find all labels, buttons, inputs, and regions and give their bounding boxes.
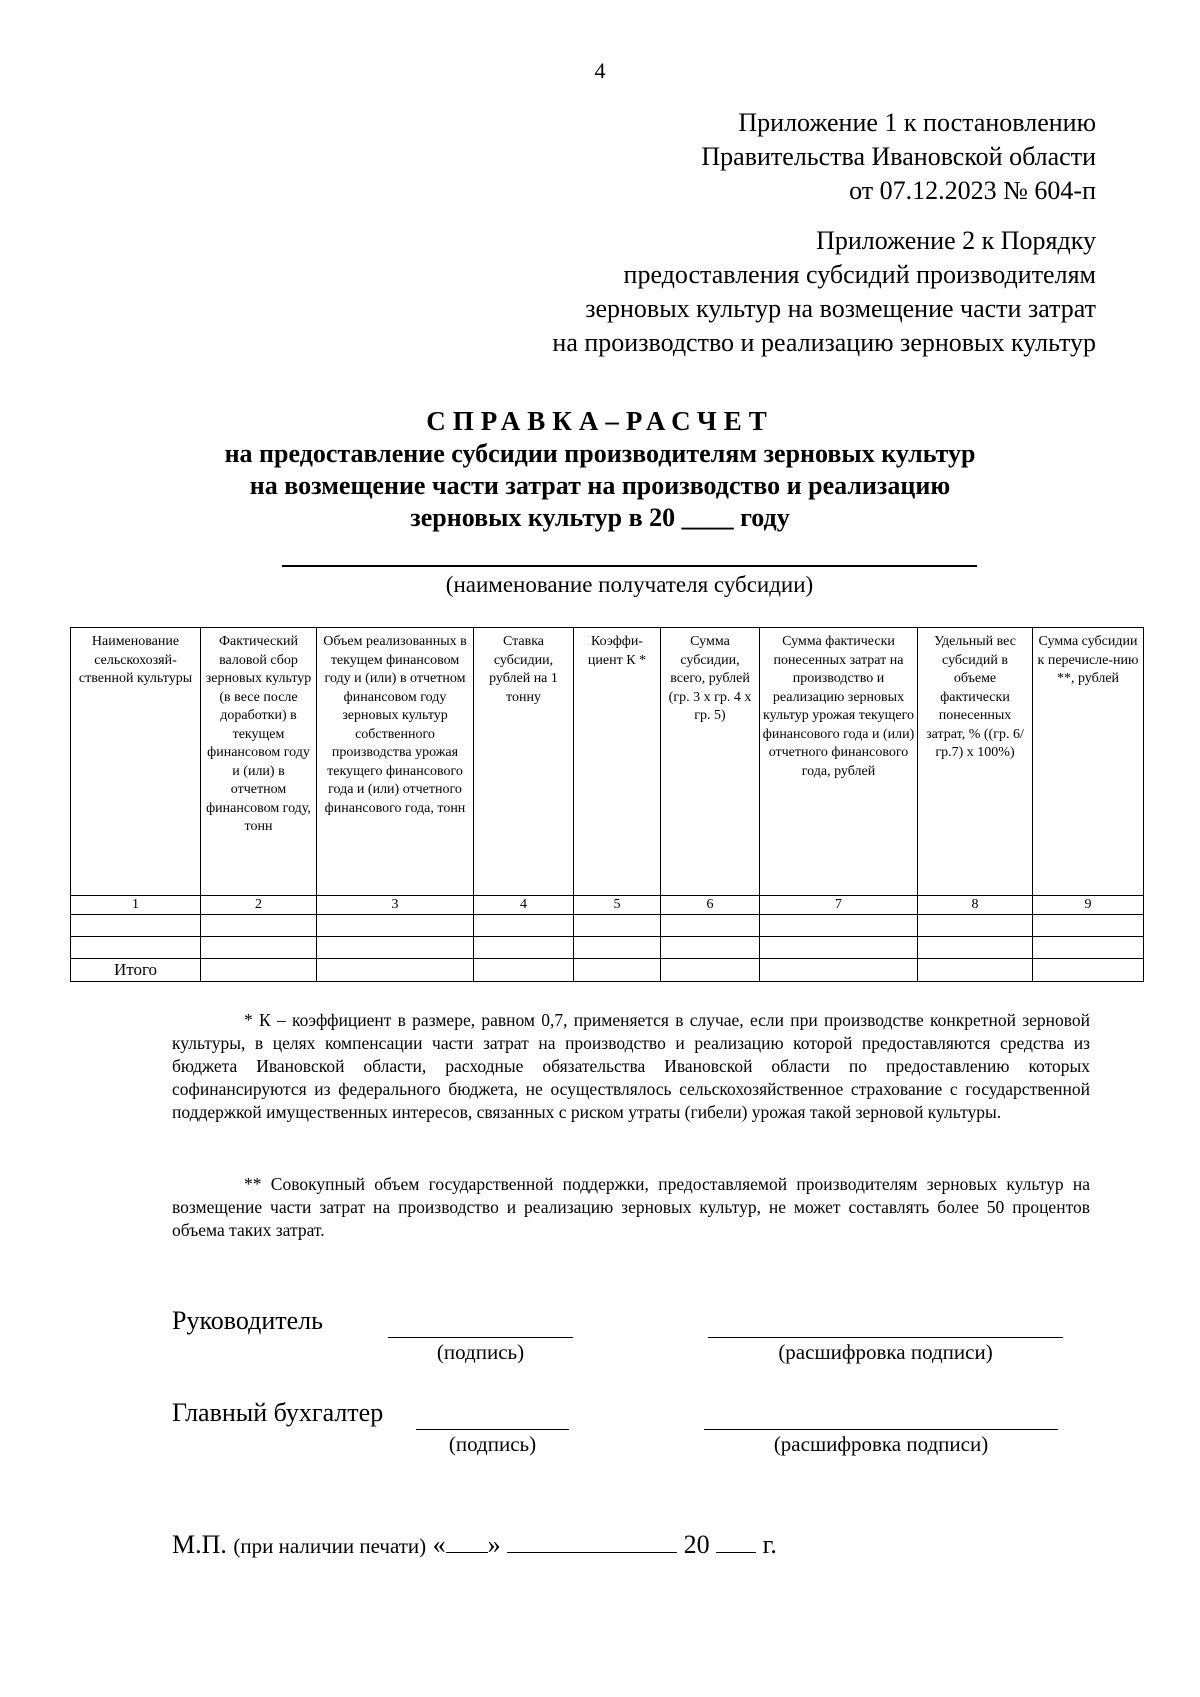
calculation-table	[70, 627, 1144, 982]
column-number: 6	[661, 896, 760, 915]
table-cell[interactable]	[661, 937, 760, 959]
table-cell[interactable]	[1033, 937, 1144, 959]
table-cell[interactable]	[317, 959, 474, 982]
table-cell[interactable]	[474, 937, 574, 959]
table-cell[interactable]	[574, 959, 661, 982]
table-cell[interactable]	[71, 915, 201, 937]
chief-accountant-label: Главный бухгалтер	[172, 1398, 384, 1427]
head-decoding-line[interactable]	[708, 1337, 1063, 1338]
table-cell[interactable]	[201, 959, 317, 982]
column-number: 5	[574, 896, 661, 915]
date-close-quote: »	[487, 1530, 501, 1559]
accountant-decoding-line[interactable]	[704, 1429, 1058, 1430]
date-month-blank[interactable]	[507, 1530, 677, 1553]
column-header: Сумма фактически понесенных затрат на производство и реализацию зерновых культур урожая текущего финансового года и (или) отчетного финансового года, рублей	[760, 628, 918, 896]
accountant-decoding-caption: (расшифровка подписи)	[773, 1432, 989, 1456]
title-main: СПРАВКА–РАСЧЕТ	[426, 406, 774, 436]
column-header: Объем реализованных в текущем финансовом году и (или) в отчетном финансовом году зерновых культур собственного производства урожая текущего финансового года и (или) отчетного финансового года, тонн	[317, 628, 474, 896]
head-signature-line[interactable]	[388, 1337, 573, 1338]
column-header: Сумма субсидии, всего, рублей (гр. 3 х гр. 4 х гр. 5)	[661, 628, 760, 896]
recipient-name-line[interactable]	[282, 565, 977, 567]
table-header-row	[71, 628, 1144, 896]
appendix-2-line: Приложение 2 к Порядку	[816, 226, 1096, 255]
total-row	[71, 959, 1144, 982]
column-header: Сумма субсидии к перечисле-нию **, рублей	[1033, 628, 1144, 896]
date-open-quote: «	[432, 1530, 446, 1559]
title-sub-line: на предоставление субсидии производителям зерновых культур	[224, 439, 976, 468]
table-cell[interactable]	[1033, 915, 1144, 937]
title-sub-line: зерновых культур в 20 ____ году	[410, 503, 790, 532]
accountant-signature-caption: (подпись)	[448, 1432, 537, 1456]
appendix-1-line: от 07.12.2023 № 604-п	[849, 176, 1096, 205]
table-cell[interactable]	[760, 915, 918, 937]
table-cell[interactable]	[760, 959, 918, 982]
column-number: 7	[760, 896, 918, 915]
column-number: 8	[918, 896, 1033, 915]
table-cell[interactable]	[918, 937, 1033, 959]
table-cell[interactable]	[1033, 959, 1144, 982]
head-decoding-caption: (расшифровка подписи)	[778, 1340, 993, 1364]
page-number: 4	[594, 58, 606, 83]
head-signature-caption: (подпись)	[436, 1340, 525, 1364]
footnote-text: ** Совокупный объем государственной поддержки, предоставляемой производителям зерновых культур на возмещение части затрат на производство и реализацию зерновых культур, не может составлять более 50 процентов объема таких затрат.	[172, 1174, 1090, 1240]
appendix-1-line: Правительства Ивановской области	[701, 142, 1096, 171]
document-title	[0, 404, 1200, 534]
table-cell[interactable]	[317, 915, 474, 937]
footnote-coefficient	[172, 1009, 1090, 1124]
appendix-1-reference	[701, 106, 1096, 208]
appendix-2-line: предоставления субсидий производителям	[623, 260, 1096, 289]
column-number: 4	[474, 896, 574, 915]
table-cell[interactable]	[760, 937, 918, 959]
table-cell[interactable]	[71, 937, 201, 959]
title-sub-line: на возмещение части затрат на производство и реализацию	[249, 471, 951, 500]
stamp-mp: М.П.	[172, 1530, 227, 1559]
appendix-2-reference	[552, 224, 1096, 360]
column-header: Фактический валовой сбор зерновых культур (в весе после доработки) в текущем финансовом году и (или) в отчетном финансовом году, тонн	[201, 628, 317, 896]
table-cell[interactable]	[474, 959, 574, 982]
column-number: 1	[71, 896, 201, 915]
stamp-note: (при наличии печати)	[233, 1534, 427, 1558]
table-cell[interactable]	[201, 915, 317, 937]
head-label: Руководитель	[172, 1306, 323, 1335]
column-number: 3	[317, 896, 474, 915]
table-cell[interactable]	[918, 959, 1033, 982]
appendix-1-line: Приложение 1 к постановлению	[738, 108, 1096, 137]
footnote-text: * К – коэффициент в размере, равном 0,7, применяется в случае, если при производстве конкретной зерновой культуры, в целях компенсации части затрат на производство и реализацию которой предоставляются средства из бюджета Ивановской области, расходные обязательства Ивановской области по предоставлению которых софинансируются из федерального бюджета, не осуществлялось сельскохозяйственное страхование с государственной поддержкой имущественных интересов, связанных с риском утраты (гибели) урожая такой зерновой культуры.	[172, 1010, 1090, 1122]
column-number: 9	[1033, 896, 1144, 915]
date-year-suffix: г.	[762, 1530, 777, 1559]
table-cell[interactable]	[918, 915, 1033, 937]
table-cell[interactable]	[661, 915, 760, 937]
table-cell[interactable]	[574, 937, 661, 959]
date-day-blank[interactable]	[446, 1530, 488, 1553]
table-cell[interactable]	[474, 915, 574, 937]
appendix-2-line: зерновых культур на возмещение части затрат	[585, 294, 1096, 323]
column-number-row	[71, 896, 1144, 915]
table-row	[71, 937, 1144, 959]
total-label: Итого	[71, 959, 201, 982]
column-header: Наименование сельскохозяй-ственной культуры	[71, 628, 201, 896]
date-year-prefix: 20	[683, 1530, 710, 1559]
table-cell[interactable]	[661, 959, 760, 982]
table-row	[71, 915, 1144, 937]
footnote-support-limit	[172, 1173, 1090, 1242]
date-year-blank[interactable]	[716, 1530, 756, 1553]
stamp-date-row	[172, 1530, 777, 1560]
recipient-caption: (наименование получателя субсидии)	[445, 572, 814, 597]
table-cell[interactable]	[574, 915, 661, 937]
table-cell[interactable]	[201, 937, 317, 959]
column-header: Удельный вес субсидий в объеме фактически понесенных затрат, % ((гр. 6/ гр.7) х 100%)	[918, 628, 1033, 896]
appendix-2-line: на производство и реализацию зерновых культур	[552, 328, 1096, 357]
column-number: 2	[201, 896, 317, 915]
table-cell[interactable]	[317, 937, 474, 959]
column-header: Ставка субсидии, рублей на 1 тонну	[474, 628, 574, 896]
accountant-signature-line[interactable]	[416, 1429, 569, 1430]
column-header: Коэффи-циент К *	[574, 628, 661, 896]
